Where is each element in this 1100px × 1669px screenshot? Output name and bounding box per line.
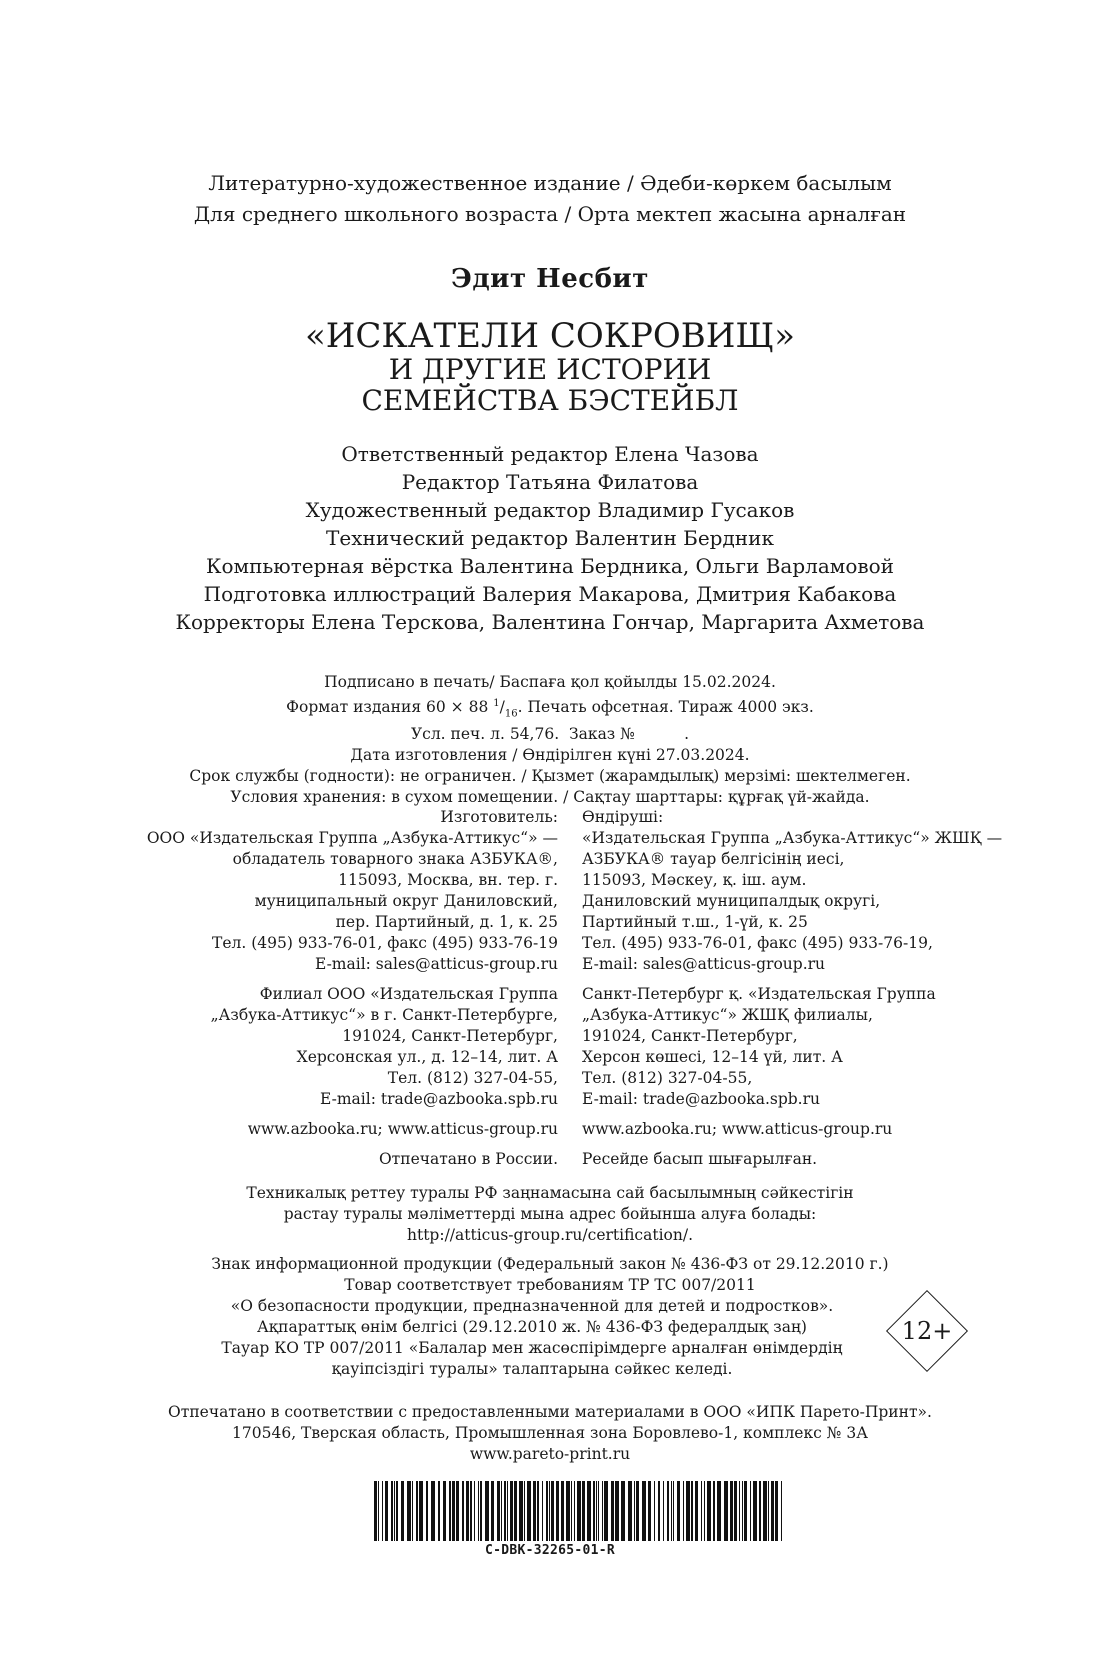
barcode-bar [604,1481,608,1541]
barcode-bar [577,1481,581,1541]
signed-date: Подписано в печать/ Баспаға қол қойылды 15.02.2024. [324,673,776,691]
barcode-bar [438,1481,440,1541]
barcode-bar [551,1481,554,1541]
barcode-bar [658,1481,660,1541]
printed-in-block [0,1149,1100,1170]
printed-in-kz: Ресейде басып шығарылған. [582,1150,818,1168]
service-life: Срок службы (годности): не ограничен. / Қызмет (жарамдылық) мерзімі: шектелмеген. [189,767,911,786]
barcode-bar [401,1481,404,1541]
barcode-bar [449,1481,451,1541]
barcode-bar [510,1481,513,1541]
barcode-bar [744,1481,747,1541]
barcode-bar [394,1481,395,1541]
barcode-bar [734,1481,737,1541]
websites-kz: www.azbooka.ru; www.atticus-group.ru [582,1120,893,1138]
barcode-bar [695,1481,698,1541]
barcode-bar [739,1481,740,1541]
barcode-bar [527,1481,531,1541]
barcode-bar [443,1481,446,1541]
barcode-bar [611,1481,614,1541]
barcode-bar [519,1481,523,1541]
barcode-bar [596,1481,597,1541]
title-line-3: СЕМЕЙСТВА БЭСТЕЙБЛ [361,384,739,417]
barcode-bar [654,1481,655,1541]
storage-conditions: Условия хранения: в сухом помещении. / Сақтау шарттары: құрғақ үй-жайда. [230,788,870,807]
credit-line: Подготовка иллюстраций Валерия Макарова, Дмитрия Кабакова [203,582,897,606]
barcode-bar [673,1481,674,1541]
barcode-bar [628,1481,632,1541]
barcode-bar [385,1481,388,1541]
barcode-bar [775,1481,778,1541]
barcode-bar [497,1481,500,1541]
barcode-bar [426,1481,428,1541]
barcode-bar [452,1481,455,1541]
branch-ru: Филиал ООО «Издательская Группа „Азбука-Аттикус“» в г. Санкт-Петербурге, 191024, Санкт-Петербург, Херсонская ул., д. 12–14, лит. А Тел. (812) 327-04-55, E-mail: trade@azbooka.spb.ru [210,985,558,1108]
barcode-bar [546,1481,548,1541]
manufacturer-ru: Изготовитель: ООО «Издательская Группа „Азбука-Аттикус“» — обладатель товарного знака АЗБУКА®, 115093, Москва, вн. тер. г. муниципальный округ Даниловский, пер. Партийный, д. 1, к. 25 Тел. (495) 933-76-01, факс (495) 933-76-19 E-mail: sales@atticus-group.ru [146,808,558,973]
barcode-bar [391,1481,393,1541]
info-product-law: Знак информационной продукции (Федеральный закон № 436-ФЗ от 29.12.2010 г.) Товар соответствует требованиям ТР ТС 007/2011 «О безопасности продукции, предназначенной для детей и подростков». Ақпараттық өнім белгісі (29.12.2010 ж. № 436-ФЗ федералдық заң) Тауар КО ТР 007/2011 «Балалар мен жасөспірімдерге арналған өнімдердің қауіпсіздігі туралы» талаптарына сәйкес келеді. [211,1255,889,1378]
barcode-bar [771,1481,774,1541]
branch-block [0,984,1100,1110]
barcode-bar [636,1481,639,1541]
barcode-bar [781,1481,782,1541]
print-details [0,672,1100,808]
branch-kz: Санкт-Петербург қ. «Издательская Группа „Азбука-Аттикус“» ЖШҚ филиалы, 191024, Санкт-Петербург, Херсон көшесі, 12–14 үй, лит. А Тел. (812) 327-04-55, E-mail: trade@azbooka.spb.ru [582,985,936,1108]
credit-line: Художественный редактор Владимир Гусаков [305,498,795,522]
barcode-bar [507,1481,508,1541]
fraction-denominator: 16 [504,708,518,720]
credit-line: Компьютерная вёрстка Валентина Бердника, Ольги Варламовой [206,554,894,578]
barcode-bar [593,1481,595,1541]
sheets-order: Усл. печ. л. 54,76. Заказ № . [410,725,690,744]
barcode-bar [466,1481,469,1541]
barcode-bar [504,1481,506,1541]
barcode-bar [634,1481,635,1541]
edition-type [0,168,1100,230]
barcode-bar [491,1481,494,1541]
book-title [0,318,1100,416]
publisher-info [0,807,1100,1170]
credit-line: Редактор Татьяна Филатова [401,470,699,494]
manufacture-date: Дата изготовления / Өндірілген күні 27.03.2024. [350,746,750,765]
title-line-2: И ДРУГИЕ ИСТОРИИ [388,353,712,386]
barcode-bar [763,1481,767,1541]
barcode-bar [717,1481,721,1541]
manufacturer-kz: Өндіруші: «Издательская Группа „Азбука-Аттикус“» ЖШҚ — АЗБУКА® тауар белгісінің иесі, 115093, Мәскеу, қ. іш. аум. Даниловский муниципалдық округі, Партийный т.ш., 1-үй, к. 25 Тел. (495) 933-76-01, факс (495) 933-76-19, E-mail: sales@atticus-group.ru [582,808,1003,973]
barcode-bar [462,1481,464,1541]
printer-info: Отпечатано в соответствии с предоставленными материалами в ООО «ИПК Парето-Принт». 170546, Тверская область, Промышленная зона Боровлево-1, комплекс № 3А www.pareto-print.ru [0,1402,1100,1465]
manufacturer-block [0,807,1100,975]
barcode-bar [524,1481,525,1541]
author-name: Эдит Несбит [451,264,649,294]
barcode-bar [768,1481,769,1541]
barcode-bar [374,1481,377,1541]
credit-line: Технический редактор Валентин Бердник [326,526,774,550]
barcode-bar [407,1481,411,1541]
barcode-bar [615,1481,619,1541]
barcode-bar [663,1481,664,1541]
barcode [372,1481,786,1541]
barcode-bar [667,1481,669,1541]
barcode-bar [456,1481,459,1541]
printer-website: www.pareto-print.ru [469,1445,631,1463]
barcode-bar [478,1481,479,1541]
barcode-bar [677,1481,680,1541]
barcode-bar [759,1481,761,1541]
barcode-bar [648,1481,651,1541]
barcode-bar [416,1481,418,1541]
edition-age-group: Для среднего школьного возраста / Орта мектеп жасына арналған [193,202,907,226]
barcode-bar [474,1481,475,1541]
barcode-bar [571,1481,572,1541]
barcode-bar [514,1481,517,1541]
credit-line: Ответственный редактор Елена Чазова [341,442,759,466]
barcode-bar [396,1481,398,1541]
barcode-bar [480,1481,482,1541]
barcode-bar [542,1481,543,1541]
barcode-bar [713,1481,715,1541]
barcode-bar [382,1481,383,1541]
barcode-bar [587,1481,591,1541]
barcode-bar [753,1481,757,1541]
barcode-bar [683,1481,684,1541]
printed-in-ru: Отпечатано в России. [378,1150,558,1168]
barcode-code: C-DBK-32265-01-R [484,1543,616,1558]
barcode-bar [724,1481,728,1541]
barcode-bar [537,1481,539,1541]
barcode-bar [642,1481,646,1541]
barcode-bar [556,1481,559,1541]
format-line: Формат издания 60 × 88 $^1/_{16}$. Печать офсетная. Тираж 4000 экз. [286,698,814,720]
websites-block [0,1119,1100,1140]
barcode-bar [701,1481,702,1541]
barcode-bar [470,1481,472,1541]
barcode-bar [566,1481,570,1541]
barcode-bar [707,1481,711,1541]
barcode-bar [582,1481,585,1541]
edition-genre: Литературно-художественное издание / Әдеби-көркем басылым [208,171,892,195]
barcode-bar [602,1481,603,1541]
age-rating-label: 12+ [901,1317,953,1345]
barcode-bar [671,1481,672,1541]
fraction-numerator: 1 [493,698,500,709]
credits [0,440,1100,636]
credit-line: Корректоры Елена Терскова, Валентина Гончар, Маргарита Ахметова [175,610,925,634]
barcode-bar [686,1481,690,1541]
barcode-bar [561,1481,564,1541]
barcode-bar [574,1481,575,1541]
barcode-bar [431,1481,435,1541]
barcode-bar [750,1481,751,1541]
title-line-1: «ИСКАТЕЛИ СОКРОВИЩ» [304,316,796,356]
barcode-bar [742,1481,743,1541]
barcode-bar [621,1481,625,1541]
barcode-bar [419,1481,423,1541]
barcode-bar [378,1481,379,1541]
tech-regulation: Техникалық реттеу туралы РФ заңнамасына сай басылымның сәйкестігін растау туралы мәліметтерді мына адрес бойынша алуға болады: http://atticus-group.ru/certification/. [0,1183,1100,1246]
barcode-bar [501,1481,502,1541]
websites-ru: www.azbooka.ru; www.atticus-group.ru [247,1120,558,1138]
age-rating-badge [886,1290,968,1372]
barcode-bar [412,1481,413,1541]
barcode-bar [549,1481,550,1541]
barcode-bar [485,1481,489,1541]
barcode-bar [533,1481,536,1541]
barcode-bar [598,1481,599,1541]
barcode-bar [730,1481,733,1541]
certification-link: http://atticus-group.ru/certification/. [406,1226,693,1244]
barcode-bar [691,1481,693,1541]
barcode-bar [704,1481,705,1541]
